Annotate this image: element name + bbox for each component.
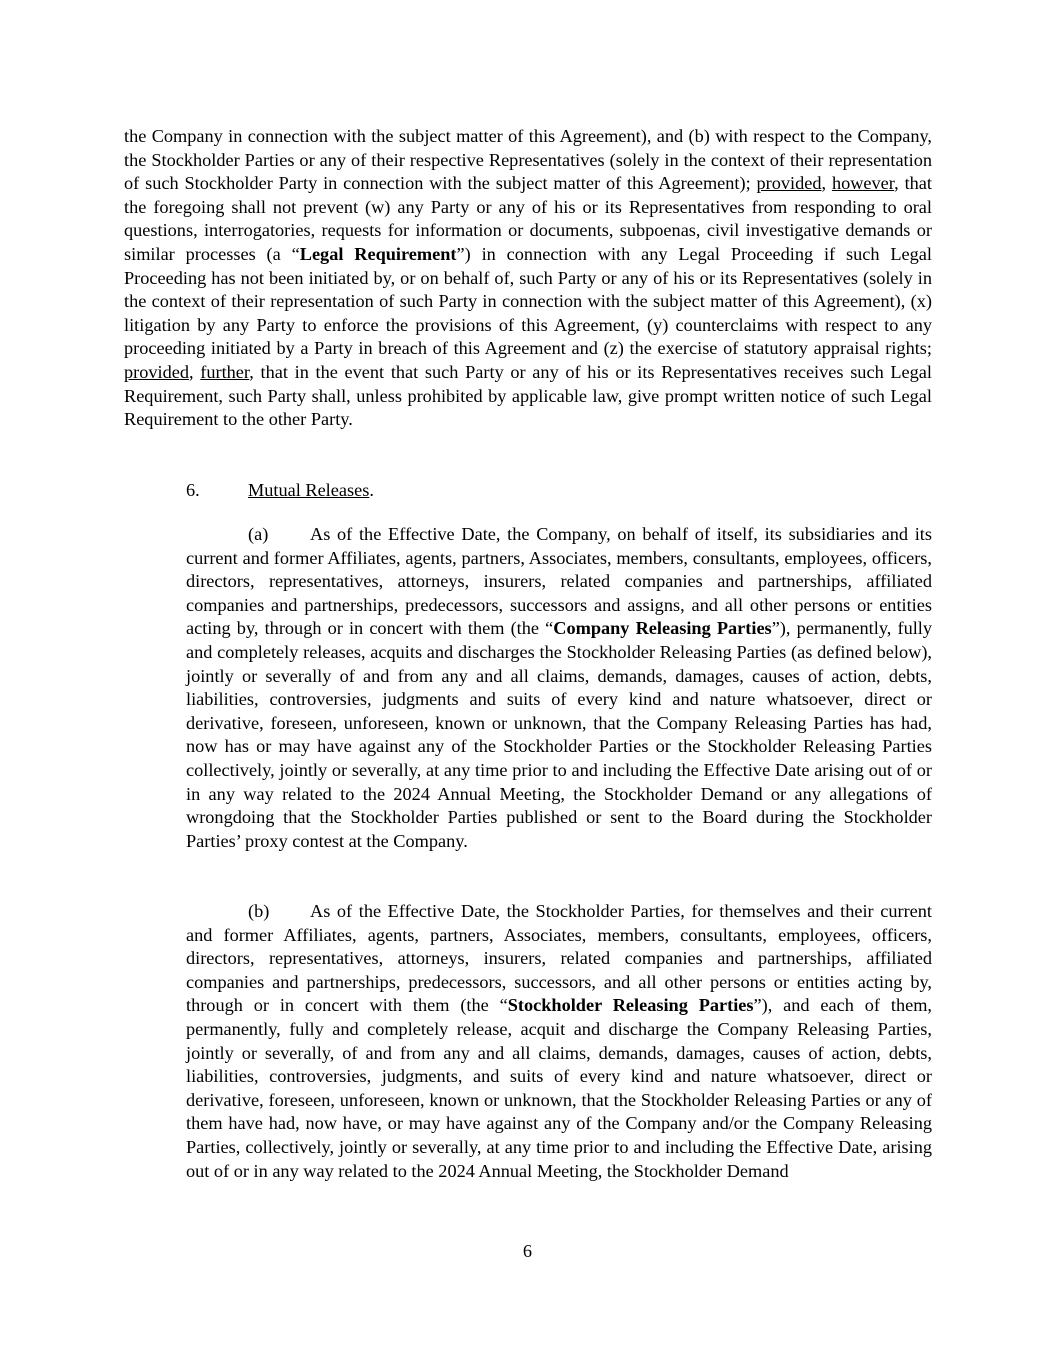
text-run: , <box>188 361 201 382</box>
text-run: ”), and each of them, permanently, fully and completely release, acquit and discharge the Company Releasing Parties, jointly or severally, of and from any and all claims, demands, damages, causes of action, debts, liabilities, controversies, judgments, and suits of every kind and nature whatsoever, direct or derivative, foreseen, unforeseen, known or unknown, that the Stockholder Releasing Parties or any of them have had, now have, or may have against any of the Company and/or the Company Releasing Parties, collectively, jointly or severally, at any time prior to and including the Effective Date, arising out of or in any way related to the 2024 Annual Meeting, the Stockholder Demand <box>186 995 932 1181</box>
however-term: however <box>831 173 895 194</box>
clause-b-paragraph <box>186 900 932 1183</box>
provided-term: provided <box>756 173 822 194</box>
section-title-suffix: . <box>369 480 374 500</box>
section-heading <box>186 479 932 503</box>
further-term: further <box>200 361 250 382</box>
text-run: , that the foregoing shall not prevent (w) any Party or any of his or its Representatives from responding to oral questions, interrogatories, requests for information or documents, subpoenas, civil investigative demands or similar processes (a “ <box>124 173 932 264</box>
continuation-paragraph <box>124 125 932 432</box>
defined-term-stockholder-releasing-parties: Stockholder Releasing Parties <box>507 995 754 1016</box>
text-run: the Company in connection with the subject matter of this Agreement), and (b) with respect to the Company, the Stockholder Parties or any of their respective Representatives (solely in the context of their representation of such Stockholder Party in connection with the subject matter of this Agreement); <box>124 126 932 194</box>
text-run: , <box>821 173 832 194</box>
page-number: 6 <box>522 1241 533 1261</box>
provided-term: provided <box>124 361 189 382</box>
clause-a-label: (a) <box>248 524 269 544</box>
defined-term-legal-requirement: Legal Requirement <box>299 243 457 264</box>
clause-a-paragraph <box>186 523 932 853</box>
section-number: 6. <box>186 480 200 500</box>
defined-term-company-releasing-parties: Company Releasing Parties <box>553 618 772 639</box>
text-run: ”) in connection with any Legal Proceeding if such Legal Proceeding has not been initiated by, or on behalf of, such Party or any of his or its Representatives (solely in the context of their representation of such Party in connection with the subject matter of this Agreement), (x) litigation by any Party to enforce the provisions of this Agreement, (y) counterclaims with respect to any proceeding initiated by a Party in breach of this Agreement and (z) the exercise of statutory appraisal rights; <box>124 243 932 359</box>
text-run: As of the Effective Date, the Stockholder Parties, for themselves and their current and former Affiliates, agents, partners, Associates, members, consultants, employees, officers, directors, representatives, attorneys, insurers, related companies and partnerships, affiliated companies and partnerships, predecessors, successors, and all other persons or entities acting by, through or in concert with them (the “ <box>186 901 932 1016</box>
text-run: As of the Effective Date, the Company, on behalf of itself, its subsidiaries and its current and former Affiliates, agents, partners, Associates, members, consultants, employees, officers, directors, representatives, attorneys, insurers, related companies and partnerships, affiliated companies and partnerships, predecessors, successors and assigns, and all other persons or entities acting by, through or in concert with them (the “ <box>186 524 932 639</box>
text-run: ”), permanently, fully and completely releases, acquits and discharges the Stockholder Releasing Parties (as defined below), jointly or severally of and from any and all claims, demands, damages, causes of action, debts, liabilities, controversies, judgments and suits of every kind and nature whatsoever, direct or derivative, foreseen, unforeseen, known or unknown, that the Company Releasing Parties has had, now has or may have against any of the Stockholder Parties or the Stockholder Releasing Parties collectively, jointly or severally, at any time prior to and including the Effective Date arising out of or in any way related to the 2024 Annual Meeting, the Stockholder Demand or any allegations of wrongdoing that the Stockholder Parties published or sent to the Board during the Stockholder Parties’ proxy contest at the Company. <box>186 618 933 851</box>
text-run: , that in the event that such Party or any of his or its Representatives receives such Legal Requirement, such Party shall, unless prohibited by applicable law, give prompt written notice of such Legal Requirement to the other Party. <box>124 361 933 430</box>
clause-b-label: (b) <box>248 901 270 921</box>
section-title: Mutual Releases <box>248 480 370 500</box>
